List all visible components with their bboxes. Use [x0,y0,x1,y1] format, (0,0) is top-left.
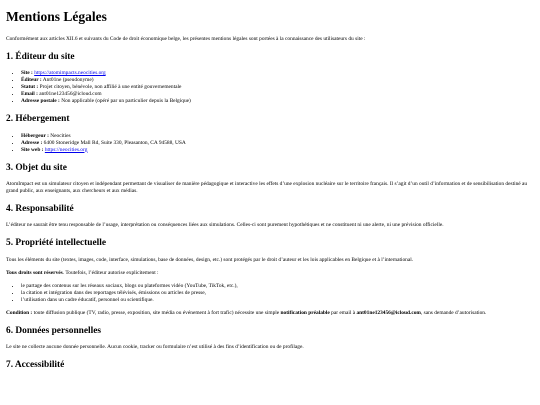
hebergement-site-label: Site web : [21,146,44,153]
adresse-value: Non applicable (opéré par un particulier depuis la Belgique) [61,98,191,105]
hebergeur-value: Neocities [50,132,71,139]
site-link[interactable]: https://atomimpacts.neocities.org [34,70,106,77]
responsabilite-text: L’éditeur ne saurait être tenu responsable de l’usage, interprétation ou conséquences liées aux simulations. Celles-ci sont purement hypothétiques et ne constituent ni une alerte, ni une prévision officielle. [6,222,444,229]
editeur-list [6,70,534,105]
editeur-value: Ant01ne (pseudonyme) [42,77,94,84]
condition-label: Condition : [6,309,33,316]
condition-mid: par email à [329,309,357,316]
objet-text: AtomImpact est un simulateur citoyen et indépendant permettant de visualiser de manière pédagogique et interactive les effets d’une explosion nucléaire sur le territoire français. Il s’agit d’un outil d’information et de sensibilisation destiné au grand public, aux enseignants, aux chercheurs et aux médias. [6,181,528,195]
list-item [21,147,534,154]
list-item [21,133,534,140]
list-item: • le partage des contenus sur les réseaux sociaux, blogs ou plateformes vidéo (YouTube, TikTok, etc.), [21,283,534,290]
hebergeur-label: Hébergeur : [21,132,49,139]
condition-end: , sans demande d’autorisation. [420,309,487,316]
site-label: Site : [21,70,33,77]
adresse-label: Adresse postale : [21,98,60,105]
statut-label: Statut : [21,84,39,91]
section-heading-donnees: 6. Données personnelles [6,325,102,336]
list-item [21,84,534,91]
rights-bold: Tous droits sont réservés [6,269,63,276]
section-heading-responsabilite: 4. Responsabilité [6,204,74,215]
hebergement-adresse-value: 6400 Stoneridge Mall Rd, Suite 330, Pleasanton, CA 94588, USA [43,139,186,146]
condition-text [6,310,534,317]
autorisations-list [6,283,534,304]
email-label: Email : [21,91,38,98]
hebergement-adresse-label: Adresse : [21,139,43,146]
list-item [21,140,534,147]
intro-text: Conformément aux articles XII.6 et suivants du Code de droit économique belge, les présentes mentions légales sont portées à la connaissance des utilisateurs du site : [6,35,366,42]
section-heading-propriete: 5. Propriété intellectuelle [6,238,107,249]
list-item [21,98,534,105]
rights-rest: . Toutefois, l’éditeur autorise explicitement : [62,269,159,276]
page-title: Mentions Légales [6,9,107,24]
section-heading-accessibilite: 7. Accessibilité [6,360,65,371]
section-heading-hebergement: 2. Hébergement [6,114,70,125]
email-value: ant01ne123456@icloud.com [39,91,102,98]
section-heading-objet: 3. Objet du site [6,162,67,173]
editeur-label: Éditeur : [21,77,42,84]
notification-bold: notification préalable [280,309,330,316]
propriete-text: Tous les éléments du site (textes, images, code, interface, simulations, base de données, design, etc.) sont protégés par le droit d’auteur et les lois applicables en Belgique et à l’international. [6,256,414,263]
list-item [21,70,534,77]
condition-email: ant01ne123456@icloud.com [356,309,421,316]
list-item: • la citation et intégration dans des reportages télévisés, émissions ou articles de presse, [21,290,534,297]
donnees-text: Le site ne collecte aucune donnée personnelle. Aucun cookie, tracker ou formulaire n’est utilisé à des fins d’identification ou de profilage. [6,344,304,351]
condition-body: toute diffusion publique (TV, radio, presse, exposition, site média ou événement à fort trafic) nécessite une simple [32,309,281,316]
section-heading-editeur: 1. Éditeur du site [6,51,75,62]
statut-value: Projet citoyen, bénévole, non affilié à une entité gouvernementale [39,84,182,91]
neocities-link[interactable]: https://neocities.org [44,146,88,153]
hebergement-list [6,133,534,154]
list-item: • l’utilisation dans un cadre éducatif, personnel ou scientifique. [21,297,534,304]
rights-text [6,270,534,277]
